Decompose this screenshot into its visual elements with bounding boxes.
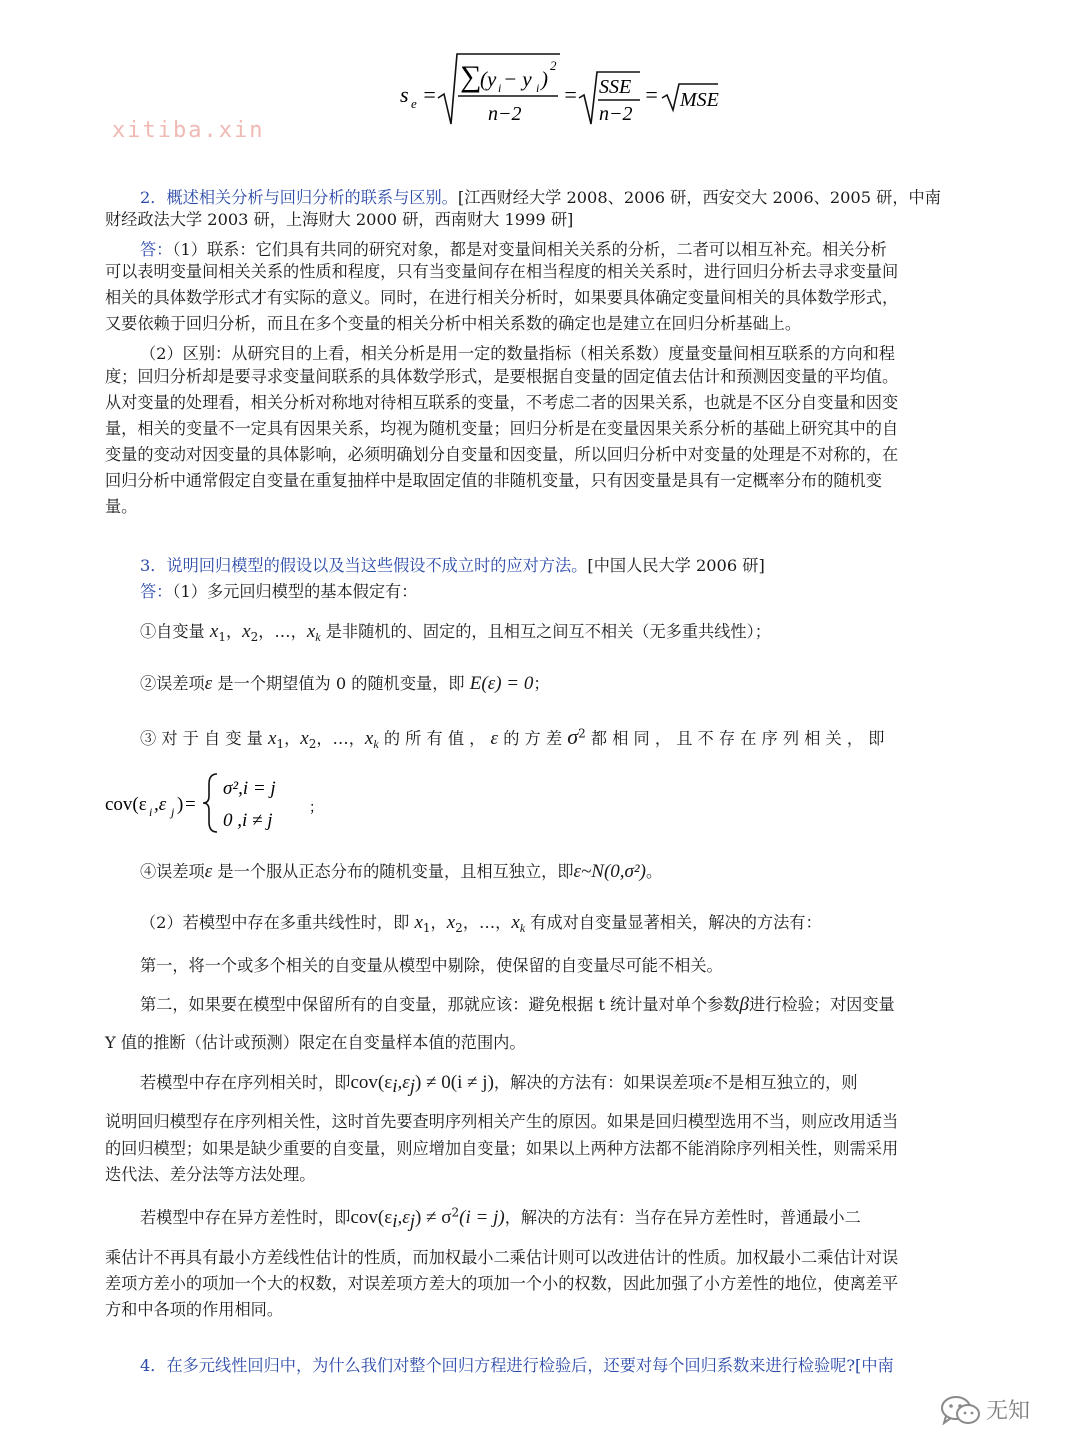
question-2-ref-1: [江西财经大学 2008、2006 研，西安交大 2006、2005 研，中南 (457, 188, 941, 207)
svg-text:0 ,i ≠ j: 0 ,i ≠ j (223, 810, 273, 831)
svg-text:i: i (498, 81, 502, 95)
svg-text:σ²,i = j: σ²,i = j (223, 778, 276, 799)
svg-text:i: i (149, 805, 153, 819)
question-4-line (140, 1352, 894, 1376)
het-text-4: 方和中各项的作用相同。 (105, 1300, 284, 1319)
assumption-3: ③ 对 于 自 变 量 $x_1$，$x_2$，…，$x_k$ 的 所 有 值 ， ε 的 方 差 $\sigma^2$ 都 相 同 ， 且 不 存 在 序 列 相 关 ， 即 (140, 724, 885, 752)
question-2-ref-2: 财经政法大学 2003 研，上海财大 2000 研，西南财大 1999 研] (105, 210, 574, 229)
formula-sse: SSE (599, 76, 632, 98)
q2-a2-text-5: 变量的变动对因变量的具体影响，必须明确划分自变量和因变量，所以回归分析中对变量的处理是不对称的，在 (105, 445, 899, 464)
q2-answer-line-1 (140, 236, 887, 260)
formula-eq-1: = (422, 82, 437, 107)
svg-text:=: = (185, 794, 196, 815)
svg-text:− y: − y (503, 67, 532, 91)
serial-correlation-line: 若模型中存在序列相关时，即$cov(\varepsilon_i,\varepsilon_j) \ne 0(i \ne j)$，解决的方法有：如果误差项ε不是相互独立的，则 (140, 1072, 858, 1098)
wechat-icon (940, 1394, 982, 1428)
svg-text:；: ； (309, 800, 323, 816)
q2-a2-text-3: 从对变量的处理看，相关分析对称地对待相互联系的变量，不考虑二者的因果关系，也就是不区分自变量和因变 (105, 393, 899, 412)
q2-a2-text-4: 量，相关的变量不一定具有因果关系，均视为随机变量；回归分析是在变量因果关系分析的基础上研究其中的自 (105, 419, 899, 438)
question-3-line (140, 552, 765, 576)
q3-answer-line (140, 578, 417, 602)
assumption-1: ①自变量 $x_1$，$x_2$，…，$x_k$ 是非随机的、固定的，且相互之间互不相关（无多重共线性）； (140, 621, 771, 645)
q2-a2-text-7: 量。 (105, 497, 138, 516)
het-text-2: 乘估计不再具有最小方差线性估计的性质，而加权最小二乘估计则可以改进估计的性质。加权最小二乘估计对误 (105, 1248, 899, 1267)
formula-lhs-sub: e (411, 96, 417, 111)
question-3-ref: [中国人民大学 2006 研] (587, 556, 765, 575)
formula-eq-3: = (644, 82, 659, 107)
standard-error-formula (400, 40, 730, 130)
account-logo (940, 1392, 1050, 1432)
svg-text:): ) (177, 794, 184, 815)
remedy-first: 第一，将一个或多个相关的自变量从模型中剔除，使保留的自变量尽可能不相关。 (140, 956, 723, 975)
q2-a2-text-1: （2）区别：从研究目的上看，相关分析是用一定的数量指标（相关系数）度量变量间相互联系的方向和程 (140, 344, 895, 363)
q3-answer-label: 答： (140, 582, 173, 601)
q2-a1-text-4: 又要依赖于回归分析，而且在多个变量的相关分析中相关系数的确定也是建立在回归分析基础上。 (105, 314, 802, 333)
serial-text-2: 说明回归模型存在序列相关性，这时首先要查明序列相关产生的原因。如果是回归模型选用不当，则应改用适当 (105, 1112, 899, 1131)
assumption-4: ④误差项ε 是一个服从正态分布的随机变量，且相互独立，即ε~N(0,σ²)。 (140, 861, 663, 882)
q2-answer-label: 答： (140, 240, 173, 259)
assumption-2: ②误差项ε 是一个期望值为 0 的随机变量，即 E(ε) = 0； (140, 673, 550, 694)
question-2-line-1 (140, 184, 941, 208)
svg-text:cov(ε: cov(ε (105, 794, 147, 815)
heteroscedasticity-line: 若模型中存在异方差性时，即$cov(\varepsilon_i,\varepsilon_j) \ne \sigma^2(i = j)$，解决的方法有：当存在异方差性时，普通最小二 (140, 1205, 861, 1233)
remedy-second-1: 第二，如果要在模型中保留所有的自变量，那就应该：避免根据 t 统计量对单个参数β进行检验；对因变量 (140, 994, 895, 1015)
q2-a1-text-1: （1）联系：它们具有共同的研究对象，都是对变量间相关关系的分析，二者可以相互补充。相关分析 (172, 240, 887, 259)
serial-text-3: 的回归模型；如果是缺少重要的自变量，则应增加自变量；如果以上两种方法都不能消除序列相关性，则需采用 (105, 1139, 899, 1158)
serial-text-4: 迭代法、差分法等方法处理。 (105, 1165, 316, 1184)
question-2-title: 2．概述相关分析与回归分析的联系与区别。 (140, 188, 458, 207)
formula-numer: (y (480, 67, 497, 91)
formula-denom-2: n−2 (599, 103, 633, 125)
q3-a1-text: （1）多元回归模型的基本假定有： (172, 582, 418, 601)
q2-a1-text-3: 相关的具体数学形式才有实际的意义。同时，在进行相关分析时，如果要具体确定变量间相关的具体数学形式， (105, 288, 899, 307)
question-4-title: 4．在多元线性回归中，为什么我们对整个回归方程进行检验后，还要对每个回归系数来进行检验呢?[中南 (140, 1356, 894, 1375)
q2-a2-text-6: 回归分析中通常假定自变量在重复抽样中是取固定值的非随机变量，只有因变量是具有一定概率分布的随机变 (105, 471, 882, 490)
q2-a2-text-2: 度；回归分析却是要寻求变量间联系的具体数学形式，是要根据自变量的固定值去估计和预测因变量的平均值。 (105, 367, 899, 386)
svg-text:i: i (536, 81, 540, 95)
q2-a1-text-2: 可以表明变量间相关关系的性质和程度，只有当变量间存在相当程度的相关关系时，进行回归分析去寻求变量间 (105, 262, 899, 281)
covariance-piecewise (105, 770, 365, 836)
svg-text:2: 2 (550, 58, 557, 73)
formula-mse: MSE (680, 89, 719, 111)
multicollinearity-line: （2）若模型中存在多重共线性时，即 $x_1$，$x_2$，…，$x_k$ 有成对自变量显著相关，解决的方法有： (140, 912, 822, 936)
formula-denom-1: n−2 (488, 103, 522, 125)
svg-text:): ) (541, 67, 548, 91)
svg-text:,ε: ,ε (154, 794, 167, 815)
remedy-second-2: Y 值的推断（估计或预测）限定在自变量样本值的范围内。 (105, 1033, 526, 1052)
account-name: 无知 (986, 1399, 1031, 1424)
watermark: xitiba.xin (112, 118, 265, 143)
formula-eq-2: = (563, 82, 578, 107)
formula-sum: ∑ (460, 60, 482, 93)
question-3-title: 3．说明回归模型的假设以及当这些假设不成立时的应对方法。 (140, 556, 588, 575)
formula-lhs: s (400, 82, 409, 107)
svg-text:j: j (171, 805, 175, 819)
het-text-3: 差项方差小的项加一个大的权数，对误差项方差大的项加一个小的权数，因此加强了小方差性的地位，使离差平 (105, 1274, 899, 1293)
